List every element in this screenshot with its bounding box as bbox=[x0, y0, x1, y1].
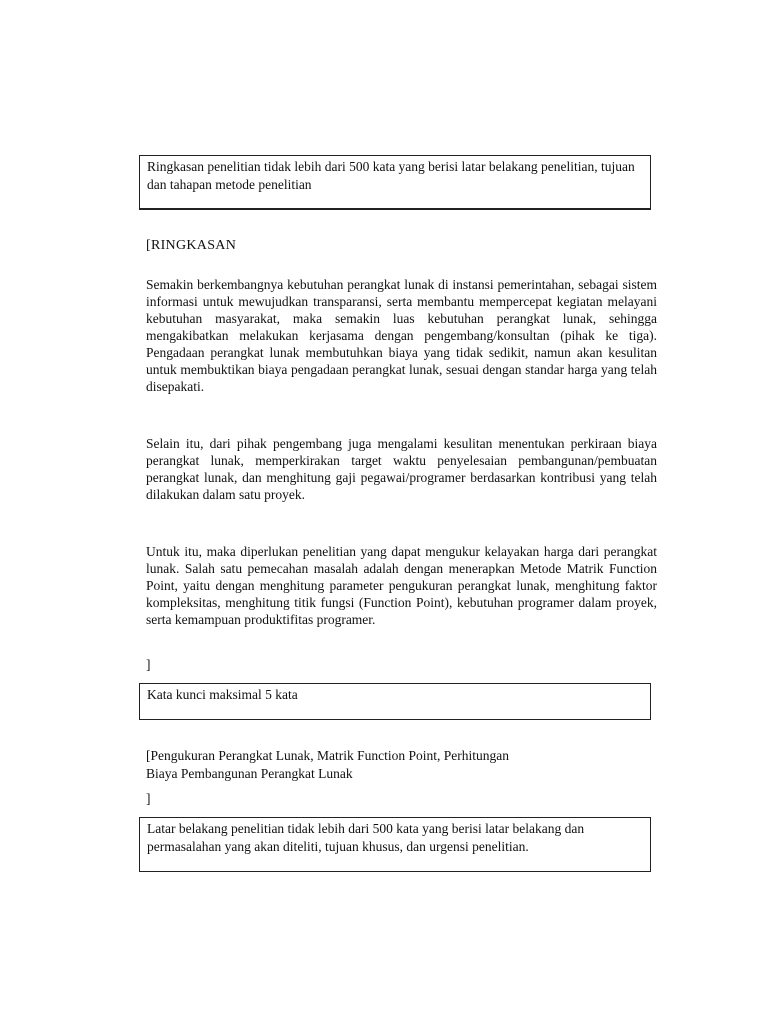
keywords-close-bracket: ] bbox=[146, 791, 151, 806]
keywords-instruction-box bbox=[139, 683, 651, 720]
summary-close-bracket: ] bbox=[146, 657, 151, 672]
keywords-instruction-text: Kata kunci maksimal 5 kata bbox=[147, 687, 298, 702]
summary-paragraph-3 bbox=[146, 543, 657, 628]
background-instruction-box bbox=[139, 817, 651, 872]
keywords-text bbox=[146, 747, 657, 783]
paragraph-text: Untuk itu, maka diperlukan penelitian yang dapat mengukur kelayakan harga dari perangkat lunak. Salah satu pemecahan masalah adalah dengan menerapkan Metode Matrik Function Point, yaitu dengan menghitung parameter pengukuran perangkat lunak, menghitung faktor kompleksitas, menghitung titik fungsi (Function Point), kebutuhan programer dalam proyek, serta kemampuan produktifitas programer. bbox=[146, 544, 657, 627]
background-instruction-text: Latar belakang penelitian tidak lebih dari 500 kata yang berisi latar belakang dan permasalahan yang akan diteliti, tujuan khusus, dan urgensi penelitian. bbox=[147, 821, 585, 854]
keywords-line-2: Biaya Pembangunan Perangkat Lunak bbox=[146, 766, 353, 781]
summary-heading: [RINGKASAN bbox=[146, 238, 237, 253]
summary-paragraph-1 bbox=[146, 276, 657, 395]
keywords-line-1: [Pengukuran Perangkat Lunak, Matrik Function Point, Perhitungan bbox=[146, 748, 509, 763]
paragraph-text: Semakin berkembangnya kebutuhan perangkat lunak di instansi pemerintahan, sebagai sistem informasi untuk mewujudkan transparansi, serta membantu mempercepat kegiatan melayani kebutuhan masyarakat, maka semakin luas kebutuhan perangkat lunak, sehingga mengakibatkan melakukan kerjasama dengan pengembang/konsultan (pihak ke tiga). Pengadaan perangkat lunak membutuhkan biaya yang tidak sedikit, namun akan kesulitan untuk membuktikan biaya pengadaan perangkat lunak, sesuai dengan standar harga yang telah disepakati. bbox=[146, 277, 657, 394]
paragraph-text: Selain itu, dari pihak pengembang juga mengalami kesulitan menentukan perkiraan biaya perangkat lunak, memperkirakan target waktu penyelesaian pembangunan/pembuatan perangkat lunak, dan menghitung gaji pegawai/programer berdasarkan kontribusi yang telah dilakukan dalam satu proyek. bbox=[146, 436, 657, 502]
summary-paragraph-2 bbox=[146, 435, 657, 503]
summary-instruction-box bbox=[139, 155, 651, 210]
summary-instruction-text: Ringkasan penelitian tidak lebih dari 500 kata yang berisi latar belakang penelitian, tujuan dan tahapan metode penelitian bbox=[147, 159, 635, 192]
